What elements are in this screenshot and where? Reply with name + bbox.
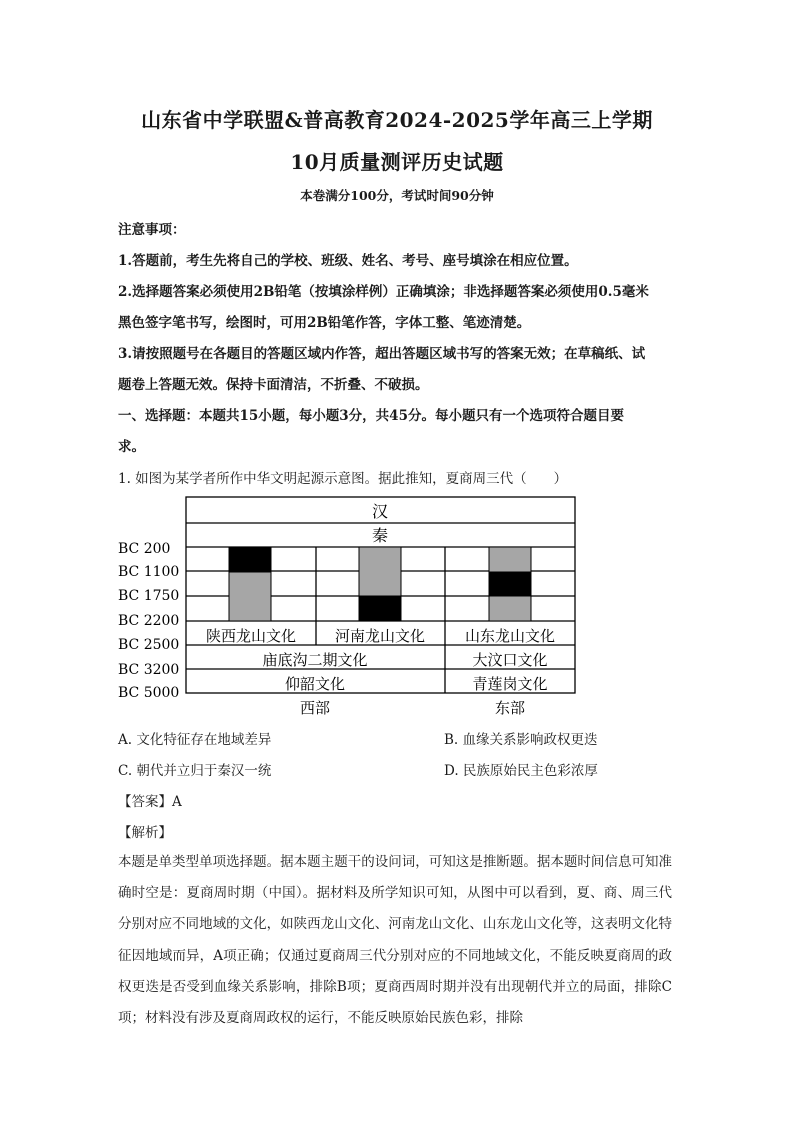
notice-item-3-line2: 题卷上答题无效。保持卡面清洁，不折叠、不破损。 bbox=[118, 377, 429, 393]
culture-shaanxi-longshan: 陕西龙山文化 bbox=[205, 627, 297, 645]
notice-heading: 注意事项： bbox=[118, 222, 186, 238]
y-label-bc1100: BC 1100 bbox=[118, 564, 180, 580]
section-heading-line1: 一、选择题：本题共15小题，每小题3分，共45分。每小题只有一个选项符合题目要 bbox=[118, 408, 624, 424]
y-label-bc3200: BC 3200 bbox=[118, 662, 180, 678]
y-label-bc5000: BC 5000 bbox=[118, 685, 180, 701]
exam-title-line1: 山东省中学联盟&普高教育2024-2025学年高三上学期 bbox=[141, 108, 653, 132]
culture-yangshao: 仰韶文化 bbox=[284, 675, 346, 693]
bar-henan-gray bbox=[359, 547, 401, 596]
notice-item-1: 1.答题前，考生先将自己的学校、班级、姓名、考号、座号填涂在相应位置。 bbox=[118, 253, 578, 269]
option-d: D. 民族原始民主色彩浓厚 bbox=[444, 763, 598, 779]
answer-label: 【答案】A bbox=[118, 794, 182, 810]
notice-item-2-line2: 黑色签字笔书写，绘图时，可用2B铅笔作答，字体工整、笔迹清楚。 bbox=[118, 315, 531, 331]
row-qin-label: 秦 bbox=[371, 526, 389, 545]
bar-henan-black bbox=[359, 596, 401, 621]
region-east-label: 东部 bbox=[494, 699, 526, 717]
y-label-bc2500: BC 2500 bbox=[118, 637, 180, 653]
exam-title-line2: 10月质量测评历史试题 bbox=[290, 150, 504, 174]
section-heading-line2: 求。 bbox=[118, 439, 145, 455]
bar-shandong-black bbox=[489, 572, 531, 596]
analysis-heading: 【解析】 bbox=[118, 825, 172, 841]
option-a: A. 文化特征存在地域差异 bbox=[118, 732, 272, 748]
analysis-text: 本题是单类型单项选择题。据本题主题干的设问词，可知这是推断题。据本题时间信息可知准确时空是：夏商周时期（中国）。据材料及所学知识可知，从图中可以看到，夏、商、周三代分别对应不同地域的文化，如陕西龙山文化、河南龙山文化、山东龙山文化等，这表明文化特征因地域而异，A项正确；仅通过夏商周三代分别对应的不同地域文化，不能反映夏商周的政权更迭是否受到血缘关系影响，排除B项；夏商西周时期并没有出现朝代并立的局面，排除C项；材料没有涉及夏商周政权的运行，不能反映原始民族色彩，排除 bbox=[118, 854, 672, 1027]
diagram-svg bbox=[118, 494, 588, 722]
option-c: C. 朝代并立归于秦汉一统 bbox=[118, 763, 272, 779]
culture-henan-longshan: 河南龙山文化 bbox=[334, 627, 426, 645]
y-label-bc2200: BC 2200 bbox=[118, 613, 180, 629]
notice-item-2-line1: 2.选择题答案必须使用2B铅笔（按填涂样例）正确填涂；非选择题答案必须使用0.5毫米 bbox=[118, 284, 649, 300]
option-b: B. 血缘关系影响政权更迭 bbox=[444, 732, 598, 748]
bar-shandong-gray-bottom bbox=[489, 596, 531, 621]
culture-qingliangang: 青莲岗文化 bbox=[472, 675, 548, 693]
exam-subtitle: 本卷满分100分，考试时间90分钟 bbox=[300, 188, 494, 203]
culture-dawenkou: 大汶口文化 bbox=[472, 651, 548, 669]
bar-shaanxi-black bbox=[229, 547, 271, 572]
notice-item-3-line1: 3.请按照题号在各题目的答题区域内作答，超出答题区域书写的答案无效；在草稿纸、试 bbox=[118, 346, 646, 362]
region-west-label: 西部 bbox=[299, 699, 331, 717]
y-label-bc1750: BC 1750 bbox=[118, 588, 180, 604]
y-label-bc200: BC 200 bbox=[118, 541, 171, 557]
culture-shandong-longshan: 山东龙山文化 bbox=[464, 627, 556, 645]
bar-shaanxi-gray bbox=[229, 572, 271, 621]
bar-shandong-gray-top bbox=[489, 547, 531, 572]
civilization-origin-diagram bbox=[118, 494, 588, 726]
culture-miaodigou: 庙底沟二期文化 bbox=[262, 651, 368, 669]
row-han-label: 汉 bbox=[371, 502, 389, 521]
question-1-stem: 1. 如图为某学者所作中华文明起源示意图。据此推知，夏商周三代（ ） bbox=[118, 471, 568, 487]
